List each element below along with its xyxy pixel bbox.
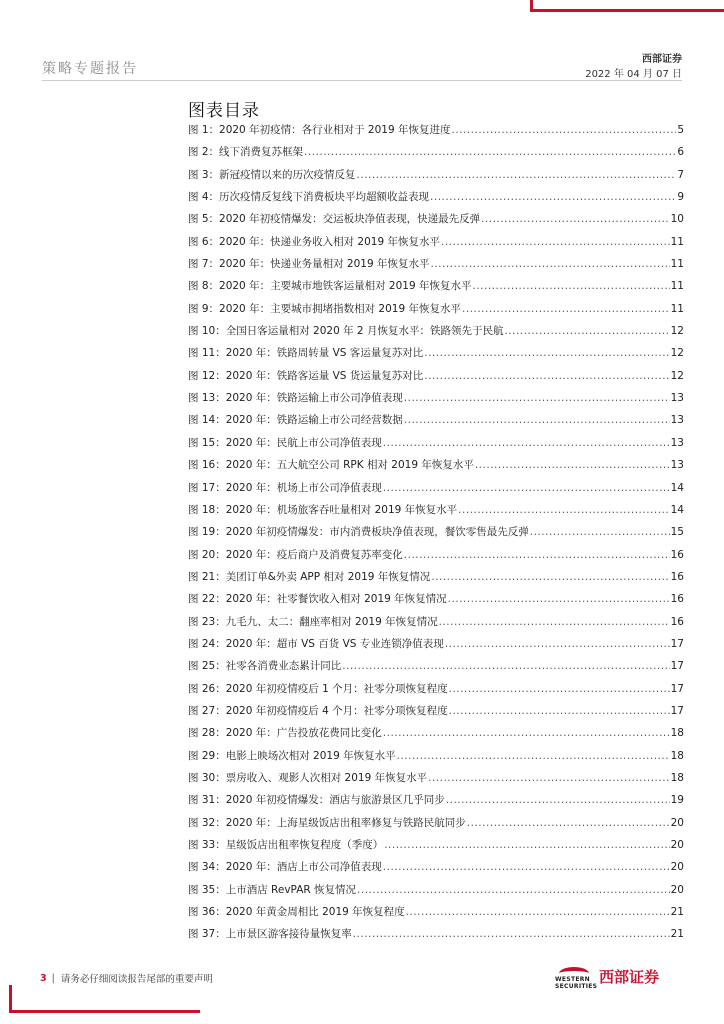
toc-entry-label: 图 30：票房收入、观影人次相对 2019 年恢复水平 [188,771,428,784]
toc-leader-dots [404,549,670,561]
toc-leader-dots [404,414,670,426]
page-number: 3 [40,972,47,984]
toc-leader-dots [472,280,669,292]
toc-entry[interactable] [188,926,684,948]
toc-leader-dots [439,616,670,628]
toc-entry-page: 16 [670,593,684,606]
toc-entry-label: 图 22：2020 年：社零餐饮收入相对 2019 年恢复情况 [188,593,447,606]
toc-leader-dots [431,571,669,583]
footer-disclaimer: 请务必仔细阅读报告尾部的重要声明 [60,974,213,985]
toc-leader-dots [383,482,670,494]
toc-entry-page: 18 [670,727,684,740]
toc-leader-dots [357,169,677,181]
toc-entry-label: 图 16：2020 年：五大航空公司 RPK 相对 2019 年恢复水平 [188,459,474,472]
toc-entry-page: 13 [670,414,684,427]
toc-leader-dots [451,124,676,136]
toc-entry[interactable] [188,681,684,703]
toc-entry[interactable] [188,457,684,479]
toc-entry-label: 图 35：上市酒店 RevPAR 恢复情况 [188,883,357,896]
toc-entry-label: 图 20：2020 年：疫后商户及消费复苏率变化 [188,548,403,561]
toc-entry[interactable] [188,614,684,636]
toc-leader-dots [467,817,670,829]
toc-entry-page: 18 [670,749,684,762]
toc-entry-page: 20 [670,816,684,829]
toc-entry-label: 图 4：历次疫情反复线下消费板块平均超额收益表现 [188,191,430,204]
toc-entry-label: 图 33：星级饭店出租率恢复程度（季度） [188,839,384,851]
logo-chinese-text: 西部证券 [599,968,660,986]
toc-entry[interactable] [188,480,684,502]
toc-leader-dots [424,370,669,382]
toc-entry[interactable] [188,837,684,859]
toc-entry-page: 5 [677,124,684,136]
toc-entry[interactable] [188,502,684,524]
toc-entry-label: 图 3：新冠疫情以来的历次疫情反复 [188,168,356,181]
toc-entry-page: 12 [670,369,684,382]
toc-entry[interactable] [188,569,684,591]
toc-entry-label: 图 12：2020 年：铁路客运量 VS 货运量复苏对比 [188,369,424,382]
toc-leader-dots [449,683,670,695]
toc-entry[interactable] [188,904,684,926]
toc-entry-label: 图 21：美团订单&外卖 APP 相对 2019 年恢复情况 [188,570,431,583]
toc-entry[interactable] [188,524,684,546]
toc-leader-dots [383,437,670,449]
toc-leader-dots [448,593,670,605]
header-brand: 西部证券 [642,54,682,65]
toc-leader-dots [342,660,669,672]
toc-entry-page: 16 [670,570,684,583]
toc-entry[interactable] [188,412,684,434]
toc-entry-label: 图 19：2020 年初疫情爆发：市内消费板块净值表现，餐饮零售最先反弹 [188,526,529,539]
toc-entry-label: 图 8：2020 年：主要城市地铁客运量相对 2019 年恢复水平 [188,280,472,293]
toc-leader-dots [430,258,669,270]
toc-entry-page: 11 [670,302,684,315]
toc-entry-page: 20 [670,861,684,874]
toc-entry[interactable] [188,859,684,881]
toc-entry-page: 13 [670,392,684,405]
toc-entry-label: 图 17：2020 年：机场上市公司净值表现 [188,481,382,494]
toc-entry-page: 15 [670,526,684,539]
toc-entry-label: 图 24：2020 年：超市 VS 百货 VS 专业连锁净值表现 [188,637,444,650]
toc-entry-page: 17 [670,660,684,673]
toc-leader-dots [462,303,670,315]
toc-leader-dots [449,705,670,717]
toc-leader-dots [445,638,670,650]
toc-entry-page: 19 [670,794,684,807]
toc-entry-page: 14 [670,503,684,516]
toc-entry[interactable] [188,189,684,211]
toc-entry-label: 图 31：2020 年初疫情爆发：酒店与旅游景区几乎同步 [188,794,445,807]
toc-leader-dots [446,794,670,806]
toc-entry[interactable] [188,591,684,613]
toc-entry[interactable] [188,658,684,680]
toc-entry[interactable] [188,323,684,345]
toc-entry-label: 图 28：2020 年：广告投放花费同比变化 [188,727,382,740]
toc-entry-label: 图 18：2020 年：机场旅客吞吐量相对 2019 年恢复水平 [188,503,458,516]
toc-entry-label: 图 26：2020 年初疫情疫后 1 个月：社零分项恢复程度 [188,682,448,695]
toc-leader-dots [397,750,670,762]
report-date: 2022 年 04 月 07 日 [585,69,682,80]
toc-entry-label: 图 25：社零各消费业态累计同比 [188,660,342,673]
toc-entry-label: 图 36：2020 年黄金周相比 2019 年恢复程度 [188,906,405,919]
toc-entry[interactable] [188,211,684,233]
toc-leader-dots [384,839,669,851]
toc-entry-page: 11 [670,280,684,293]
toc-entry-label: 图 32：2020 年：上海星级饭店出租率修复与铁路民航同步 [188,816,466,829]
toc-entry[interactable] [188,882,684,904]
header-divider [42,80,682,81]
toc-entry-page: 16 [670,615,684,628]
toc-leader-dots [481,213,670,225]
toc-leader-dots [530,526,670,538]
toc-entry[interactable] [188,256,684,278]
toc-entry[interactable] [188,368,684,390]
toc-entry-page: 12 [670,347,684,360]
toc-entry-page: 14 [670,481,684,494]
toc-entry[interactable] [188,792,684,814]
toc-entry-page: 18 [670,771,684,784]
toc-leader-dots [458,504,669,516]
toc-leader-dots [504,325,669,337]
corner-line-horizontal [9,1010,200,1013]
page-footer [40,971,213,985]
toc-leader-dots [441,236,670,248]
toc-entry-page: 17 [670,704,684,717]
toc-entry-label: 图 6：2020 年：快递业务收入相对 2019 年恢复水平 [188,235,440,248]
toc-entry-label: 图 27：2020 年初疫情疫后 4 个月：社零分项恢复程度 [188,704,448,717]
toc-entry-label: 图 29：电影上映场次相对 2019 年恢复水平 [188,749,396,762]
toc-entry[interactable] [188,815,684,837]
toc-entry[interactable] [188,636,684,658]
toc-leader-dots [357,884,670,896]
toc-entry-label: 图 7：2020 年：快递业务量相对 2019 年恢复水平 [188,258,430,271]
toc-entry-label: 图 14：2020 年：铁路运输上市公司经营数据 [188,414,403,427]
toc-entry[interactable] [188,390,684,412]
toc-entry-page: 21 [670,928,684,941]
toc-entry-page: 11 [670,258,684,271]
toc-entry[interactable] [188,770,684,792]
toc-entry-label: 图 23：九毛九、太二：翻座率相对 2019 年恢复情况 [188,615,438,628]
toc-entry-page: 21 [670,906,684,919]
toc-entry-page: 17 [670,682,684,695]
toc-entry[interactable] [188,435,684,457]
toc-entry-label: 图 10：全国日客运量相对 2020 年 2 月恢复水平：铁路领先于民航 [188,325,504,338]
toc-entry[interactable] [188,547,684,569]
corner-line-horizontal [530,9,724,12]
logo-mark-icon [555,967,598,990]
toc-entry-page: 20 [670,839,684,851]
toc-entry[interactable] [188,144,684,166]
toc-entry[interactable] [188,234,684,256]
toc-leader-dots [304,146,676,158]
company-logo [555,966,660,990]
toc-entry[interactable] [188,167,684,189]
toc-entry-page: 11 [670,235,684,248]
toc-leader-dots [428,772,670,784]
toc-entry-page: 13 [670,459,684,472]
toc-entry-page: 16 [670,548,684,561]
toc-entry-page: 7 [677,168,684,181]
toc-entry-page: 17 [670,637,684,650]
toc-entry-page: 10 [670,213,684,226]
toc-entry-page: 9 [677,191,684,204]
toc-leader-dots [475,459,670,471]
toc-entry-label: 图 13：2020 年：铁路运输上市公司净值表现 [188,392,403,405]
toc-entry[interactable] [188,301,684,323]
toc-entry-label: 图 2：线下消费复苏框架 [188,146,304,159]
toc-leader-dots [383,861,670,873]
toc-entry-label: 图 5：2020 年初疫情爆发：交运板块净值表现，快递最先反弹 [188,213,481,226]
toc-entry-label: 图 37：上市景区游客接待量恢复率 [188,928,352,941]
toc-entry-page: 13 [670,436,684,449]
logo-english-text: WESTERN SECURITIES [555,975,598,990]
toc-leader-dots [404,392,670,404]
toc-entry-label: 图 9：2020 年：主要城市拥堵指数相对 2019 年恢复水平 [188,302,461,315]
toc-entry-page: 6 [677,146,684,159]
corner-line-vertical [9,985,12,1013]
toc-entry[interactable] [188,122,684,144]
toc-title: 图表目录 [188,101,260,121]
toc-entry-label: 图 15：2020 年：民航上市公司净值表现 [188,436,382,449]
report-type: 策略专题报告 [42,61,138,77]
toc-leader-dots [383,727,670,739]
toc-entry-label: 图 34：2020 年：酒店上市公司净值表现 [188,861,382,874]
toc-leader-dots [406,906,670,918]
corner-decoration-bottom-left [0,985,200,1013]
toc-entry[interactable] [188,345,684,367]
corner-line-vertical [530,0,533,12]
corner-decoration-top-right [530,0,724,12]
toc-entry-label: 图 11：2020 年：铁路周转量 VS 客运量复苏对比 [188,347,424,360]
toc-entry[interactable] [188,278,684,300]
toc-entry-page: 20 [670,883,684,896]
toc-entry[interactable] [188,703,684,725]
toc-entry[interactable] [188,748,684,770]
toc-entry-page: 12 [670,325,684,338]
toc-leader-dots [430,191,676,203]
toc-entry-label: 图 1：2020 年初疫情：各行业相对于 2019 年恢复进度 [188,124,451,136]
toc-entry[interactable] [188,725,684,747]
table-of-figures [188,122,684,949]
toc-leader-dots [424,347,669,359]
toc-leader-dots [353,928,670,940]
footer-separator: | [51,972,55,984]
